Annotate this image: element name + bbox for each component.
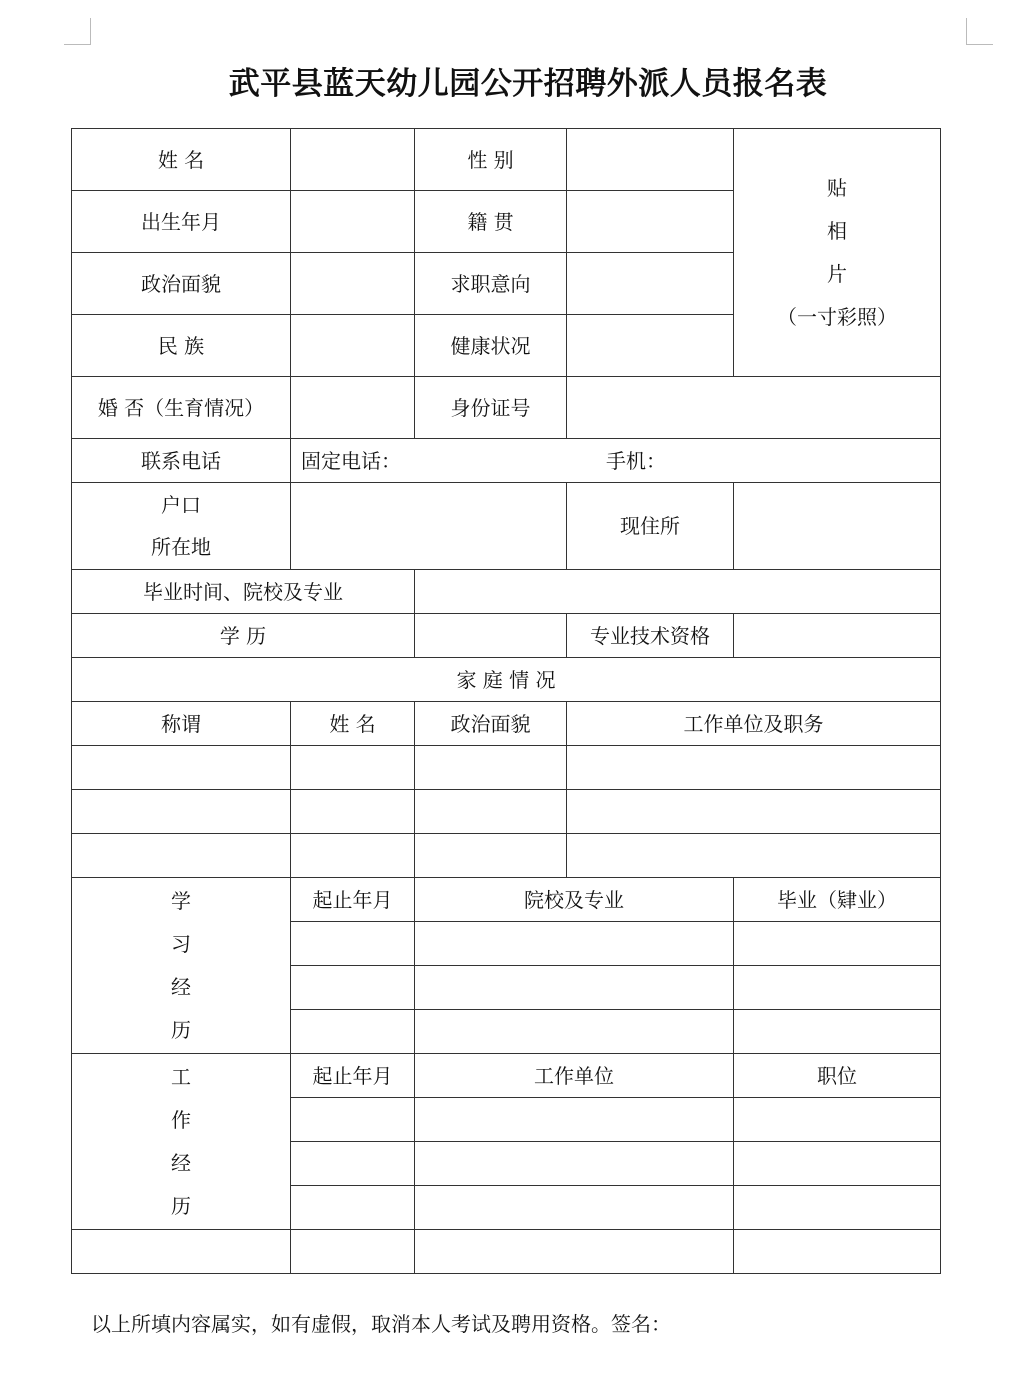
- field-marital[interactable]: [291, 377, 415, 439]
- section-study: 学 习 经 历: [72, 878, 291, 1054]
- label-gender: 性 别: [415, 129, 567, 191]
- corner-mark-top-left: [64, 18, 91, 45]
- header-graduate-status: 毕业（肄业）: [734, 878, 941, 922]
- label-graduation: 毕业时间、院校及专业: [72, 570, 415, 614]
- family-row: [72, 746, 941, 790]
- family-row: [72, 790, 941, 834]
- label-health: 健康状况: [415, 315, 567, 377]
- blank-row: [72, 1230, 941, 1274]
- section-work: 工 作 经 历: [72, 1054, 291, 1230]
- field-id-number[interactable]: [567, 377, 941, 439]
- header-employer: 工作单位: [415, 1054, 734, 1098]
- form-title: 武平县蓝天幼儿园公开招聘外派人员报名表: [228, 66, 828, 102]
- field-contact[interactable]: [291, 439, 941, 483]
- field-hukou[interactable]: [291, 483, 567, 570]
- registration-form-table: [71, 128, 941, 1274]
- header-member-employer: 工作单位及职务: [567, 702, 941, 746]
- label-qualification: 专业技术资格: [567, 614, 734, 658]
- field-gender[interactable]: [567, 129, 734, 191]
- header-member-name: 姓 名: [291, 702, 415, 746]
- header-member-political: 政治面貌: [415, 702, 567, 746]
- label-ethnicity: 民 族: [72, 315, 291, 377]
- corner-mark-top-right: [966, 18, 993, 45]
- label-mobile-phone: 手机：: [606, 448, 666, 473]
- label-residence: 现住所: [567, 483, 734, 570]
- header-position: 职位: [734, 1054, 941, 1098]
- label-birth: 出生年月: [72, 191, 291, 253]
- section-family: 家 庭 情 况: [72, 658, 941, 702]
- label-political: 政治面貌: [72, 253, 291, 315]
- field-origin[interactable]: [567, 191, 734, 253]
- field-residence[interactable]: [734, 483, 941, 570]
- declaration-text: 以上所填内容属实，如有虚假，取消本人考试及聘用资格。签名：: [91, 1312, 671, 1336]
- photo-box[interactable]: [734, 129, 941, 377]
- photo-label: 贴 相 片 （一寸彩照）: [777, 175, 897, 329]
- field-graduation[interactable]: [415, 570, 941, 614]
- field-birth[interactable]: [291, 191, 415, 253]
- header-study-period: 起止年月: [291, 878, 415, 922]
- field-political[interactable]: [291, 253, 415, 315]
- header-work-period: 起止年月: [291, 1054, 415, 1098]
- field-ethnicity[interactable]: [291, 315, 415, 377]
- label-hukou: 户口 所在地: [72, 483, 291, 570]
- field-education[interactable]: [415, 614, 567, 658]
- field-name[interactable]: [291, 129, 415, 191]
- header-relation: 称谓: [72, 702, 291, 746]
- label-origin: 籍 贯: [415, 191, 567, 253]
- field-health[interactable]: [567, 315, 734, 377]
- label-fixed-phone: 固定电话：: [301, 448, 401, 473]
- label-intention: 求职意向: [415, 253, 567, 315]
- label-education: 学 历: [72, 614, 415, 658]
- header-school-major: 院校及专业: [415, 878, 734, 922]
- field-qualification[interactable]: [734, 614, 941, 658]
- field-intention[interactable]: [567, 253, 734, 315]
- label-id-number: 身份证号: [415, 377, 567, 439]
- label-contact: 联系电话: [72, 439, 291, 483]
- label-name: 姓 名: [72, 129, 291, 191]
- label-marital: 婚 否（生育情况）: [72, 377, 291, 439]
- family-row: [72, 834, 941, 878]
